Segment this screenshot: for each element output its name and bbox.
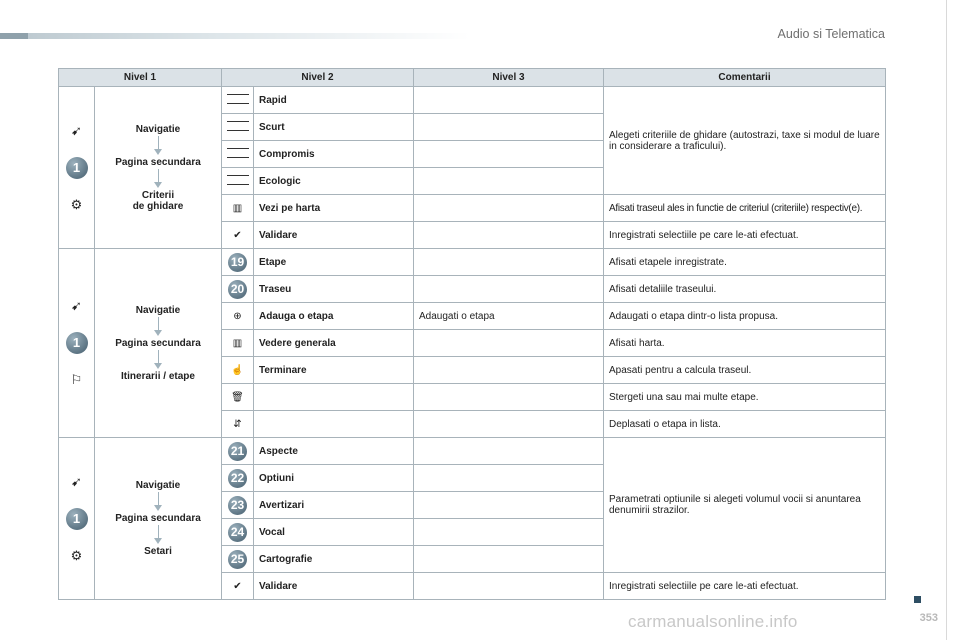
nav-step: Criterii (141, 189, 175, 201)
page-number: 353 (919, 612, 938, 624)
navigation-path (95, 87, 222, 249)
level3-cell (414, 384, 604, 411)
column-header-nivel1: Nivel 1 (59, 69, 222, 87)
page-header-title: Audio si Telematica (777, 27, 885, 41)
down-arrow-icon (154, 169, 163, 189)
comment-cell: Stergeti una sau mai multe etape. (604, 384, 886, 411)
road-icon (222, 87, 254, 114)
navigation-arrow-icon: ➹ (71, 298, 82, 313)
comment-cell: Afisati detaliile traseului. (604, 276, 886, 303)
nav-step: Pagina secundara (115, 337, 201, 349)
badge-20-icon: 20 (222, 276, 254, 303)
option-label: Cartografie (254, 546, 414, 573)
level3-cell (414, 411, 604, 438)
navigation-path (95, 438, 222, 600)
option-label: Etape (254, 249, 414, 276)
map-icon: ▥ (222, 330, 254, 357)
level3-cell (414, 114, 604, 141)
level3-cell (414, 357, 604, 384)
level3-cell (414, 438, 604, 465)
navigation-path (95, 249, 222, 438)
nav-step: Itinerarii / etape (121, 370, 195, 382)
comment-cell: Inregistrati selectiile pe care le-ati efectuat. (604, 222, 886, 249)
comment-cell: Afisati traseul ales in functie de criteriul (criteriile) respectiv(e). (604, 195, 886, 222)
level3-cell: Adaugati o etapa (414, 303, 604, 330)
level3-cell (414, 573, 604, 600)
watermark: carmanualsonline.info (628, 612, 798, 631)
column-header-comentarii: Comentarii (604, 69, 886, 87)
nav-step: Navigatie (135, 123, 181, 135)
level3-cell (414, 222, 604, 249)
table-header-row (59, 69, 886, 87)
navigation-arrow-icon: ➹ (71, 122, 82, 138)
page-marker (914, 596, 921, 603)
level1-icons (59, 249, 95, 438)
down-arrow-icon (154, 350, 163, 370)
nav-step: Navigatie (135, 480, 181, 491)
level3-cell (414, 87, 604, 114)
option-label: Aspecte (254, 438, 414, 465)
level3-cell (414, 330, 604, 357)
level3-cell (414, 492, 604, 519)
road-icon (222, 114, 254, 141)
down-arrow-icon (154, 492, 163, 512)
option-label: Validare (254, 222, 414, 249)
header-bar-accent (0, 33, 28, 39)
level3-cell (414, 276, 604, 303)
option-label: Ecologic (254, 168, 414, 195)
option-label: Rapid (254, 87, 414, 114)
option-label (254, 384, 414, 411)
step-badge: 1 (66, 508, 88, 530)
badge-22-icon: 22 (222, 465, 254, 492)
badge-24-icon: 24 (222, 519, 254, 546)
level1-icons (59, 87, 95, 249)
level3-cell (414, 546, 604, 573)
level1-icons (59, 438, 95, 600)
check-icon: ✔ (222, 222, 254, 249)
down-arrow-icon (154, 525, 163, 545)
settings-icon: ⚙ (70, 547, 83, 563)
down-arrow-icon (154, 317, 163, 337)
comment-cell: Afisati harta. (604, 330, 886, 357)
option-label: Optiuni (254, 465, 414, 492)
column-header-nivel3: Nivel 3 (414, 69, 604, 87)
route-settings-icon: ⚙ (70, 196, 83, 212)
nav-step: Pagina secundara (115, 513, 201, 524)
step-badge: 1 (66, 332, 88, 354)
itinerary-icon: ⚐ (70, 372, 83, 387)
option-label: Scurt (254, 114, 414, 141)
level3-cell (414, 519, 604, 546)
badge-25-icon: 25 (222, 546, 254, 573)
level3-cell (414, 168, 604, 195)
level3-cell (414, 249, 604, 276)
comment-cell: Alegeti criteriile de ghidare (autostrazi, taxe si modul de luare in considerare a traficului). (604, 87, 886, 195)
comment-cell: Afisati etapele inregistrate. (604, 249, 886, 276)
badge-19-icon: 19 (222, 249, 254, 276)
check-icon: ✔ (222, 573, 254, 600)
navigation-arrow-icon: ➹ (71, 473, 82, 489)
nav-step: Setari (144, 546, 172, 557)
down-arrow-icon (154, 136, 163, 156)
comment-cell: Parametrati optiunile si alegeti volumul vocii si anuntarea denumirii strazilor. (604, 438, 886, 573)
road-icon (222, 168, 254, 195)
option-label: Terminare (254, 357, 414, 384)
level3-cell (414, 195, 604, 222)
road-icon (222, 141, 254, 168)
header-bar (0, 33, 470, 39)
nav-step: Navigatie (135, 304, 181, 316)
option-label: Validare (254, 573, 414, 600)
page-margin-line (946, 0, 947, 640)
option-label (254, 411, 414, 438)
column-header-nivel2: Nivel 2 (222, 69, 414, 87)
map-icon: ▥ (222, 195, 254, 222)
table-row (59, 249, 886, 276)
hand-icon: ☝ (222, 357, 254, 384)
option-label: Traseu (254, 276, 414, 303)
option-label: Adauga o etapa (254, 303, 414, 330)
move-icon: ⇵ (222, 411, 254, 438)
option-label: Vezi pe harta (254, 195, 414, 222)
level3-cell (414, 465, 604, 492)
comment-cell: Apasati pentru a calcula traseul. (604, 357, 886, 384)
badge-23-icon: 23 (222, 492, 254, 519)
option-label: Vedere generala (254, 330, 414, 357)
option-label: Compromis (254, 141, 414, 168)
step-badge: 1 (66, 157, 88, 179)
table-row (59, 87, 886, 114)
option-label: Vocal (254, 519, 414, 546)
navigation-menu-table (58, 68, 886, 600)
badge-21-icon: 21 (222, 438, 254, 465)
option-label: Avertizari (254, 492, 414, 519)
add-waypoint-icon: ⊕ (222, 303, 254, 330)
table-row (59, 438, 886, 465)
comment-cell: Adaugati o etapa dintr-o lista propusa. (604, 303, 886, 330)
comment-cell: Deplasati o etapa in lista. (604, 411, 886, 438)
comment-cell: Inregistrati selectiile pe care le-ati efectuat. (604, 573, 886, 600)
nav-step: de ghidare (132, 200, 184, 212)
trash-icon: 🗑 (222, 384, 254, 411)
nav-step: Pagina secundara (115, 156, 201, 168)
level3-cell (414, 141, 604, 168)
